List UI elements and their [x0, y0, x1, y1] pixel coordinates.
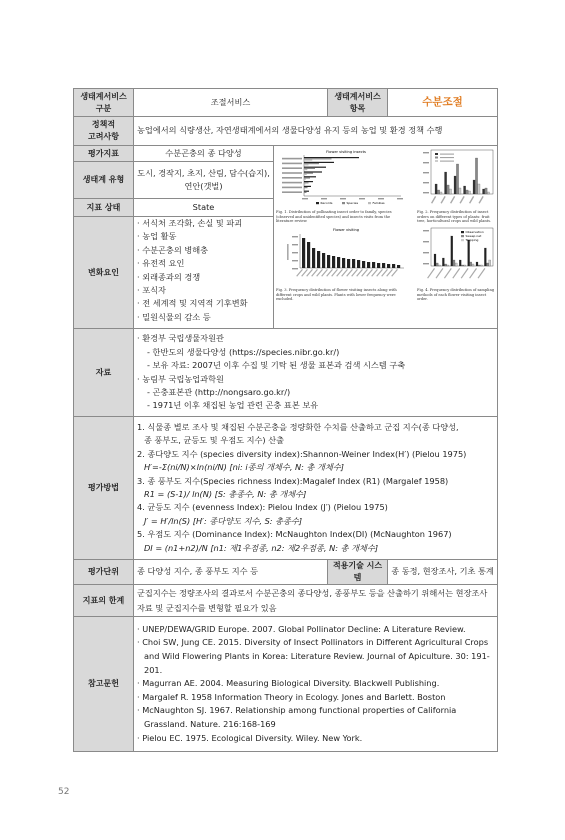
bar-mark: [304, 159, 312, 160]
data-label: 자료: [74, 329, 134, 417]
tick-label: [282, 172, 302, 174]
bar-mark: [304, 163, 319, 164]
tick-label: [423, 263, 429, 264]
tick-label: [478, 268, 486, 279]
ecotype-value: 도시, 경작지, 초지, 산림, 담수(습지), 연안(갯벌): [134, 162, 274, 199]
figure-4-chart: [417, 226, 495, 284]
ref-label: 참고문헌: [74, 617, 134, 752]
bar-mark: [468, 191, 470, 194]
tick-label: [461, 268, 469, 279]
factor-item: · 서식처 조각화, 손실 및 파괴: [137, 218, 243, 228]
reference-item: · McNaughton SJ. 1967. Relationship among functional properties of California Grassland. Nature. 216:168-169: [137, 705, 457, 729]
bar-mark: [382, 263, 385, 268]
bar-mark: [327, 255, 330, 268]
legend-label: Sweep net: [465, 234, 482, 238]
tech-label: 적용기술 시스템: [328, 560, 388, 585]
bar-mark: [304, 183, 305, 184]
bar-mark: [322, 253, 325, 268]
bar-mark: [434, 254, 436, 266]
bar-mark: [304, 174, 307, 175]
bar-mark: [478, 265, 480, 266]
legend-swatch: [368, 202, 371, 204]
bar-mark: [304, 188, 305, 189]
bar-mark: [478, 184, 480, 194]
tick-label: [282, 182, 302, 184]
legend-label: Records: [320, 201, 333, 206]
bar-mark: [352, 259, 355, 268]
legend-label: Species: [346, 201, 359, 206]
method-cell: [134, 417, 498, 560]
unit-value: 종 다양성 지수, 종 풍부도 지수 등: [134, 560, 328, 585]
figure-collection: [274, 146, 497, 311]
figure-3-caption: Fig. 3. Frequency distribution of flower visiting insects along with different crops and wild plants. Plants with lower frequency were excluded.: [276, 288, 397, 302]
bar-mark: [455, 263, 457, 266]
tick-label: [292, 236, 298, 237]
bar-mark: [304, 181, 313, 182]
bar-mark: [445, 264, 447, 266]
reference-item: · Choi SW, Jung CE. 2015. Diversity of Insect Pollinators in Different Agricultural Crops and Wild Flowering Plants in Korea: Literature Review. Journal of Apiculture. 30: 191-201.: [137, 637, 490, 675]
tick-label: [441, 196, 446, 204]
policy-label: 정책적 고려사항: [74, 117, 134, 146]
figure-4-caption: Fig. 4. Frequency distribution of sampling methods of each flower visiting insect order.: [417, 288, 495, 302]
bar-mark: [337, 257, 340, 268]
tick-label: [423, 172, 429, 173]
method-line: 5. 우점도 지수 (Dominance Index): McNaughton Index(DI) (McNaughton 1967): [137, 529, 452, 540]
factor-item: · 밀원식물의 감소 등: [137, 311, 211, 322]
tick-label: [397, 198, 403, 199]
tick-label: [444, 268, 452, 279]
bar-mark: [472, 264, 474, 266]
method-line: 종 풍부도, 균등도 및 우점도 지수) 산출: [144, 435, 285, 446]
bar-mark: [464, 265, 466, 266]
method-line: 1. 식물종 별로 조사 및 채집된 수분곤충을 정량화한 수치를 산출하고 군집 지수(종 다양성,: [137, 421, 459, 432]
figure-3-title: Flower visiting: [333, 228, 359, 232]
legend-swatch: [461, 239, 464, 241]
bar-mark: [485, 188, 487, 194]
data-cell: [134, 329, 498, 417]
data-list: [137, 332, 494, 412]
bar-mark: [456, 164, 458, 194]
tick-label: [359, 198, 365, 199]
bar-mark: [397, 265, 400, 268]
bar-mark: [307, 242, 310, 268]
ref-cell: [134, 617, 498, 752]
factor-list: [137, 217, 270, 324]
method-line: DI = (n1+n2)/N [n1: 제1우점종, n2: 제2우점종, N: 총 개체수]: [144, 542, 379, 553]
data-line: - 한반도의 생물다양성 (https://species.nibr.go.kr/): [147, 346, 340, 357]
reference-item: · Margalef R. 1958 Information Theory in Ecology. Jones and Barlett. Boston: [137, 691, 446, 702]
method-line: 3. 종 풍부도 지수(Species richness Index):Magalef Index (R1) (Margalef 1958): [137, 475, 449, 486]
bar-mark: [468, 240, 470, 266]
legend-label: Families: [372, 201, 385, 206]
bar-mark: [304, 157, 359, 158]
bar-mark: [304, 192, 307, 193]
reference-item: · Pielou EC. 1975. Ecological Diversity. Wiley. New York.: [137, 732, 363, 743]
bar-mark: [357, 260, 360, 268]
item-label: 생태계서비스 항목: [328, 89, 388, 117]
policy-value: 농업에서의 식량생산, 자연생태계에서의 생물다양성 유지 등의 농업 및 환경 정책 수행: [134, 117, 498, 146]
factor-item: · 포식자: [137, 285, 166, 296]
figure-3-chart: [276, 226, 408, 284]
category-value: 조절서비스: [134, 89, 328, 117]
indicator-value: 수분곤충의 종 다양성: [134, 146, 274, 162]
tick-label: [431, 196, 436, 204]
factor-label: 변화요인: [74, 217, 134, 329]
bar-mark: [372, 262, 375, 268]
bar-mark: [466, 190, 468, 194]
bar-mark: [392, 264, 395, 268]
bar-mark: [304, 167, 326, 168]
bar-mark: [461, 265, 463, 266]
bar-mark: [447, 265, 449, 266]
bar-mark: [435, 184, 437, 194]
figure-2-caption: Fig. 2. Frequency distribution of insect orders on different types of plants: fruit tree, horticultural crops and wild plants.: [417, 210, 492, 224]
factor-item: · 외래종과의 경쟁: [137, 271, 201, 282]
legend-swatch: [435, 157, 438, 159]
legend-label: Trapping: [465, 238, 479, 242]
tick-label: [436, 268, 444, 279]
tick-label: [282, 187, 302, 189]
legend-swatch: [342, 202, 345, 204]
tick-label: [340, 198, 346, 199]
category-label: 생태계서비스 구분: [74, 89, 134, 117]
bar-mark: [312, 248, 315, 268]
legend-swatch: [461, 231, 464, 233]
bar-mark: [302, 238, 305, 268]
data-line: · 농림부 국립농업과학원: [137, 373, 224, 384]
factor-item: · 전 세계적 및 지역적 기후변화: [137, 298, 248, 309]
factor-item: · 수분곤충의 병해충: [137, 244, 209, 255]
bar-mark: [304, 179, 306, 180]
legend-swatch: [316, 202, 319, 204]
tick-label: [469, 268, 477, 279]
bar-mark: [332, 256, 335, 268]
bar-mark: [464, 186, 466, 194]
tick-label: [452, 268, 460, 279]
tick-label: [282, 191, 302, 193]
legend-label: Observation: [465, 230, 484, 234]
tick-label: [282, 177, 302, 179]
tick-label: [378, 198, 384, 199]
bar-mark: [438, 265, 440, 266]
tick-label: [423, 241, 429, 242]
tick-label: [282, 158, 302, 160]
bar-mark: [347, 259, 350, 268]
bar-mark: [453, 260, 455, 266]
tick-label: [450, 196, 455, 204]
bar-mark: [304, 162, 334, 163]
bar-mark: [487, 192, 489, 194]
bar-mark: [304, 158, 332, 159]
legend-swatch: [435, 153, 438, 155]
bar-mark: [445, 172, 447, 194]
data-line: - 1971년 이후 채집된 농업 관련 곤충 표본 보유: [147, 400, 319, 411]
tick-label: [423, 192, 429, 193]
reference-item: · UNEP/DEWA/GRID Europe. 2007. Global Pollinator Decline: A Literature Review.: [137, 623, 466, 634]
bar-mark: [304, 173, 313, 174]
bar-mark: [440, 192, 442, 194]
tick-label: [282, 163, 302, 165]
tick-label: [460, 196, 465, 204]
bar-mark: [447, 185, 449, 194]
bar-mark: [304, 169, 307, 170]
method-line: H′=-Σ(ni/N)×ln(ni/N) [ni: i종의 개체수, N: 총 개체수]: [144, 462, 344, 473]
bar-mark: [442, 258, 444, 266]
legend-swatch: [461, 235, 464, 237]
bar-mark: [483, 189, 485, 194]
bar-mark: [304, 182, 309, 183]
tick-label: [292, 244, 298, 245]
figure-panel: [274, 146, 498, 329]
method-line: 4. 균등도 지수 (evenness Index): Pielou Index (J′) (Pielou 1975): [137, 502, 388, 513]
bar-mark: [317, 251, 320, 268]
tech-value: 종 동정, 현장조사, 기초 통계: [388, 560, 498, 585]
figure-2: [417, 148, 495, 224]
tick-label: [292, 268, 298, 269]
ref-list: [137, 623, 494, 745]
tick-label: [292, 260, 298, 261]
bar-mark: [449, 189, 451, 194]
axis-label: [287, 244, 289, 260]
bar-mark: [473, 180, 475, 194]
figure-1-caption: Fig. 1. Distribution of pollinating insect order to family, species (observed and unidentified species) and insects visits from the literature review.: [276, 210, 392, 224]
bar-mark: [304, 164, 309, 165]
factor-item: · 농업 활동: [137, 231, 177, 242]
figure-1-chart: [276, 148, 408, 206]
state-label: 지표 상태: [74, 199, 134, 217]
legend-label: [440, 154, 454, 155]
legend-swatch: [435, 160, 438, 162]
limit-value: 군집지수는 정량조사의 결과로서 수분곤충의 종다양성, 종풍부도 등을 산출하기 위해서는 현장조사 자료 및 군집지수를 변형할 필요가 있음: [134, 585, 498, 617]
tick-label: [469, 196, 474, 204]
figure-1-title: Flower visiting insects: [326, 150, 366, 154]
tick-label: [423, 152, 429, 153]
tick-label: [423, 252, 429, 253]
tick-label: [321, 198, 327, 199]
limit-label: 지표의 한계: [74, 585, 134, 617]
bar-mark: [304, 186, 311, 187]
factor-list-cell: [134, 217, 274, 329]
bar-mark: [342, 258, 345, 268]
bar-mark: [436, 263, 438, 266]
indicator-label: 평가지표: [74, 146, 134, 162]
method-line: J′ = H′/ln(S) [H′: 종다양도 지수, S: 총종수]: [144, 515, 303, 526]
figure-1: [276, 148, 408, 224]
legend-label: [440, 157, 454, 158]
plot-frame: [431, 150, 493, 194]
tick-label: [423, 230, 429, 231]
tick-label: [302, 198, 308, 199]
bar-mark: [451, 236, 453, 266]
tick-label: [423, 162, 429, 163]
bar-mark: [387, 264, 390, 268]
bar-mark: [487, 263, 489, 266]
data-line: - 보유 자료: 2007년 이후 수집 및 기탁 된 생물 표본과 검색 시스템 구축: [147, 360, 406, 371]
indicator-table: [73, 88, 498, 752]
method-label: 평가방법: [74, 417, 134, 560]
unit-label: 평가단위: [74, 560, 134, 585]
figure-4: [417, 226, 495, 302]
bar-mark: [362, 261, 365, 268]
bar-mark: [377, 263, 380, 268]
bar-mark: [489, 260, 491, 266]
bar-mark: [470, 262, 472, 266]
bar-mark: [459, 260, 461, 266]
bar-mark: [367, 262, 370, 268]
factor-item: · 유전적 요인: [137, 258, 185, 269]
bar-mark: [459, 188, 461, 194]
bar-mark: [484, 248, 486, 266]
item-value: 수분조절: [388, 89, 498, 117]
bar-mark: [304, 171, 322, 172]
bar-mark: [304, 191, 309, 192]
reference-item: · Magurran AE. 2004. Measuring Biological Diversity. Blackwell Publishing.: [137, 678, 440, 689]
state-value: State: [134, 199, 274, 217]
bar-mark: [304, 193, 305, 194]
data-line: · 환경부 국립생물자원관: [137, 333, 224, 344]
bar-mark: [476, 262, 478, 266]
bar-mark: [304, 177, 310, 178]
method-line: 2. 종다양도 지수 (species diversity index):Shannon-Weiner Index(H′) (Pielou 1975): [137, 448, 467, 459]
page-number: 52: [58, 787, 70, 797]
data-line: - 곤충표본관 (http://nongsaro.go.kr/): [147, 386, 291, 397]
bar-mark: [475, 158, 477, 194]
tick-label: [427, 268, 435, 279]
tick-label: [282, 167, 302, 169]
bar-mark: [480, 265, 482, 266]
legend-label: [440, 161, 454, 162]
figure-3: [276, 226, 408, 302]
tick-label: [292, 252, 298, 253]
bar-mark: [304, 176, 316, 177]
bar-mark: [437, 190, 439, 194]
figure-2-chart: [417, 148, 495, 206]
bar-mark: [454, 176, 456, 194]
method-line: R1 = (S-1)/ ln(N) [S: 총종수, N: 총 개체수]: [144, 489, 307, 499]
tick-label: [479, 196, 484, 204]
tick-label: [423, 182, 429, 183]
method-list: [137, 421, 494, 555]
bar-mark: [304, 187, 308, 188]
ecotype-label: 생태계 유형: [74, 162, 134, 199]
bar-mark: [304, 168, 315, 169]
